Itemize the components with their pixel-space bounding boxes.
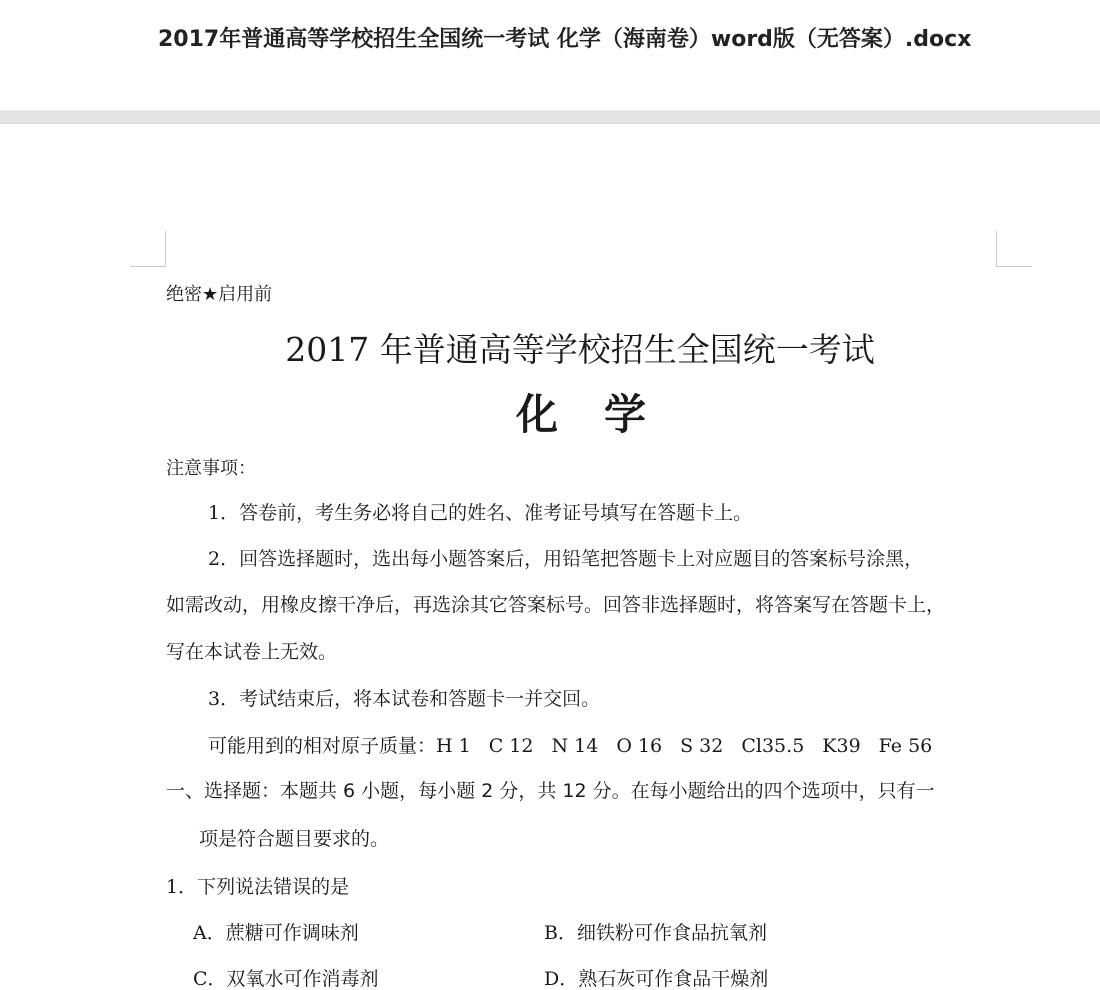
document-title: 2017年普通高等学校招生全国统一考试 化学（海南卷）word版（无答案）.docx (158, 27, 972, 52)
section-heading-continued: 项是符合题目要求的。 (199, 828, 390, 850)
atomic-mass-item: O 16 (616, 735, 663, 757)
question-1-option-c: C．双氧水可作消毒剂 (193, 968, 379, 990)
atomic-mass-item: Fe 56 (878, 735, 933, 757)
crop-mark-top-left (130, 231, 166, 267)
atomic-mass-item: H 1 (436, 735, 471, 757)
section-heading: 一、选择题：本题共 6 小题，每小题 2 分，共 12 分。在每小题给出的四个选项中，只有一 (166, 780, 935, 802)
atomic-mass-item: C 12 (488, 735, 534, 757)
subject-title: 化学 (515, 390, 692, 439)
notice-item-1: 1．答卷前，考生务必将自己的姓名、准考证号填写在答题卡上。 (208, 502, 753, 524)
notice-item-3: 3．考试结束后，将本试卷和答题卡一并交回。 (208, 688, 601, 710)
atomic-mass-item: N 14 (551, 735, 599, 757)
confidential-label: 绝密★启用前 (166, 284, 273, 305)
atomic-mass-item: Cl35.5 (741, 735, 805, 757)
exam-title: 2017 年普通高等学校招生全国统一考试 (285, 330, 875, 369)
atomic-mass-intro: 可能用到的相对原子质量： (208, 735, 437, 757)
notice-item-2: 2．回答选择题时，选出每小题答案后，用铅笔把答题卡上对应题目的答案标号涂黑， (208, 548, 924, 570)
question-1-option-d: D．熟石灰可作食品干燥剂 (544, 968, 769, 990)
title-bar (0, 0, 1100, 110)
atomic-mass-line (208, 731, 932, 758)
document-page (0, 124, 1100, 990)
atomic-mass-item: K39 (822, 735, 861, 757)
crop-mark-top-right (996, 231, 1032, 267)
question-1-option-b: B．细铁粉可作食品抗氧剂 (544, 922, 767, 944)
question-1-option-a: A．蔗糖可作调味剂 (193, 922, 359, 944)
page-separator (0, 110, 1100, 124)
notice-item-2-continued: 如需改动，用橡皮擦干净后，再选涂其它答案标号。回答非选择题时，将答案写在答题卡上， (166, 594, 946, 616)
notice-heading: 注意事项： (166, 458, 256, 479)
notice-item-2-end: 写在本试卷上无效。 (166, 641, 338, 663)
atomic-mass-item: S 32 (680, 735, 724, 757)
question-1-stem: 1．下列说法错误的是 (166, 876, 350, 898)
